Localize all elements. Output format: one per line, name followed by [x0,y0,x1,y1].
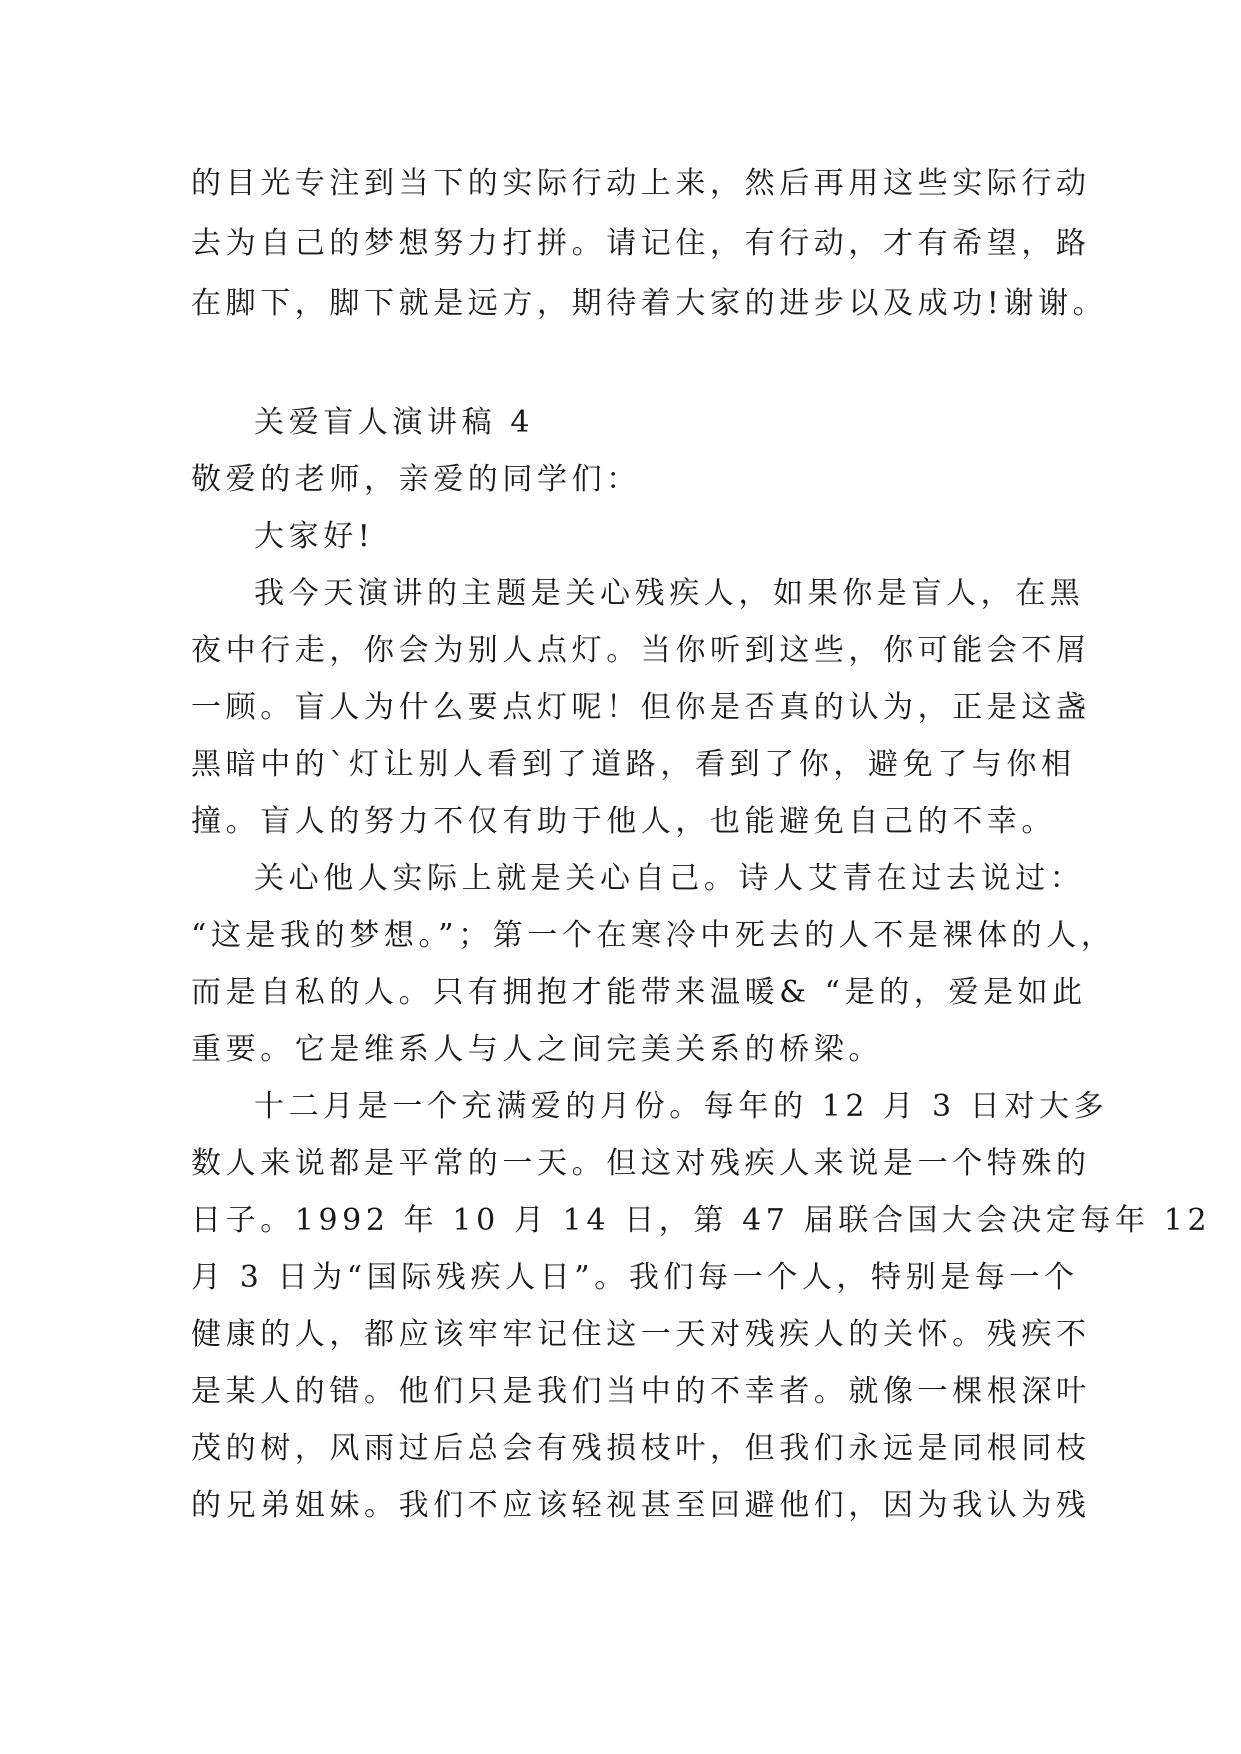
paragraph-line: 的兄弟姐妹。我们不应该轻视甚至回避他们，因为我认为残 [191,1488,1091,1523]
paragraph-line: 一顾。盲人为什么要点灯呢！但你是否真的认为，正是这盏 [191,690,1091,725]
paragraph-line: 是某人的错。他们只是我们当中的不幸者。就像一棵根深叶 [191,1374,1091,1409]
paragraph-line: 数人来说都是平常的一天。但这对残疾人来说是一个特殊的 [191,1146,1091,1181]
paragraph-line: 而是自私的人。只有拥抱才能带来温暖& “是的，爱是如此 [191,975,1087,1010]
paragraph-line: 我今天演讲的主题是关心残疾人，如果你是盲人，在黑 [254,576,1085,611]
paragraph-line: “这是我的梦想。”；第一个在寒冷中死去的人不是裸体的人， [191,918,1116,953]
paragraph-line: 日子。1992 年 10 月 14 日，第 47 届联合国大会决定每年 12 [191,1203,1212,1238]
salutation: 敬爱的老师，亲爱的同学们： [191,462,641,497]
text-line: 的目光专注到当下的实际行动上来，然后再用这些实际行动 [191,166,1091,201]
paragraph-line: 十二月是一个充满爱的月份。每年的 12 月 3 日对大多 [254,1089,1109,1124]
greeting: 大家好! [254,519,375,554]
text-line: 去为自己的梦想努力打拼。请记住，有行动，才有希望，路 [191,226,1091,261]
paragraph-line: 关心他人实际上就是关心自己。诗人艾青在过去说过： [254,861,1085,896]
paragraph-line: 撞。盲人的努力不仅有助于他人，也能避免自己的不幸。 [191,804,1056,839]
paragraph-line: 健康的人，都应该牢牢记住这一天对残疾人的关怀。残疾不 [191,1317,1091,1352]
paragraph-line: 夜中行走，你会为别人点灯。当你听到这些，你可能会不屑 [191,633,1091,668]
paragraph-line: 重要。它是维系人与人之间完美关系的桥梁。 [191,1032,883,1067]
paragraph-line: 茂的树，风雨过后总会有残损枝叶，但我们永远是同根同枝 [191,1431,1091,1466]
paragraph-line: 黑暗中的`灯让别人看到了道路，看到了你，避免了与你相 [191,747,1076,782]
text-line: 在脚下，脚下就是远方，期待着大家的进步以及成功!谢谢。 [191,286,1108,321]
section-title: 关爱盲人演讲稿 4 [254,405,535,440]
paragraph-line: 月 3 日为“国际残疾人日”。我们每一个人，特别是每一个 [191,1260,1079,1295]
